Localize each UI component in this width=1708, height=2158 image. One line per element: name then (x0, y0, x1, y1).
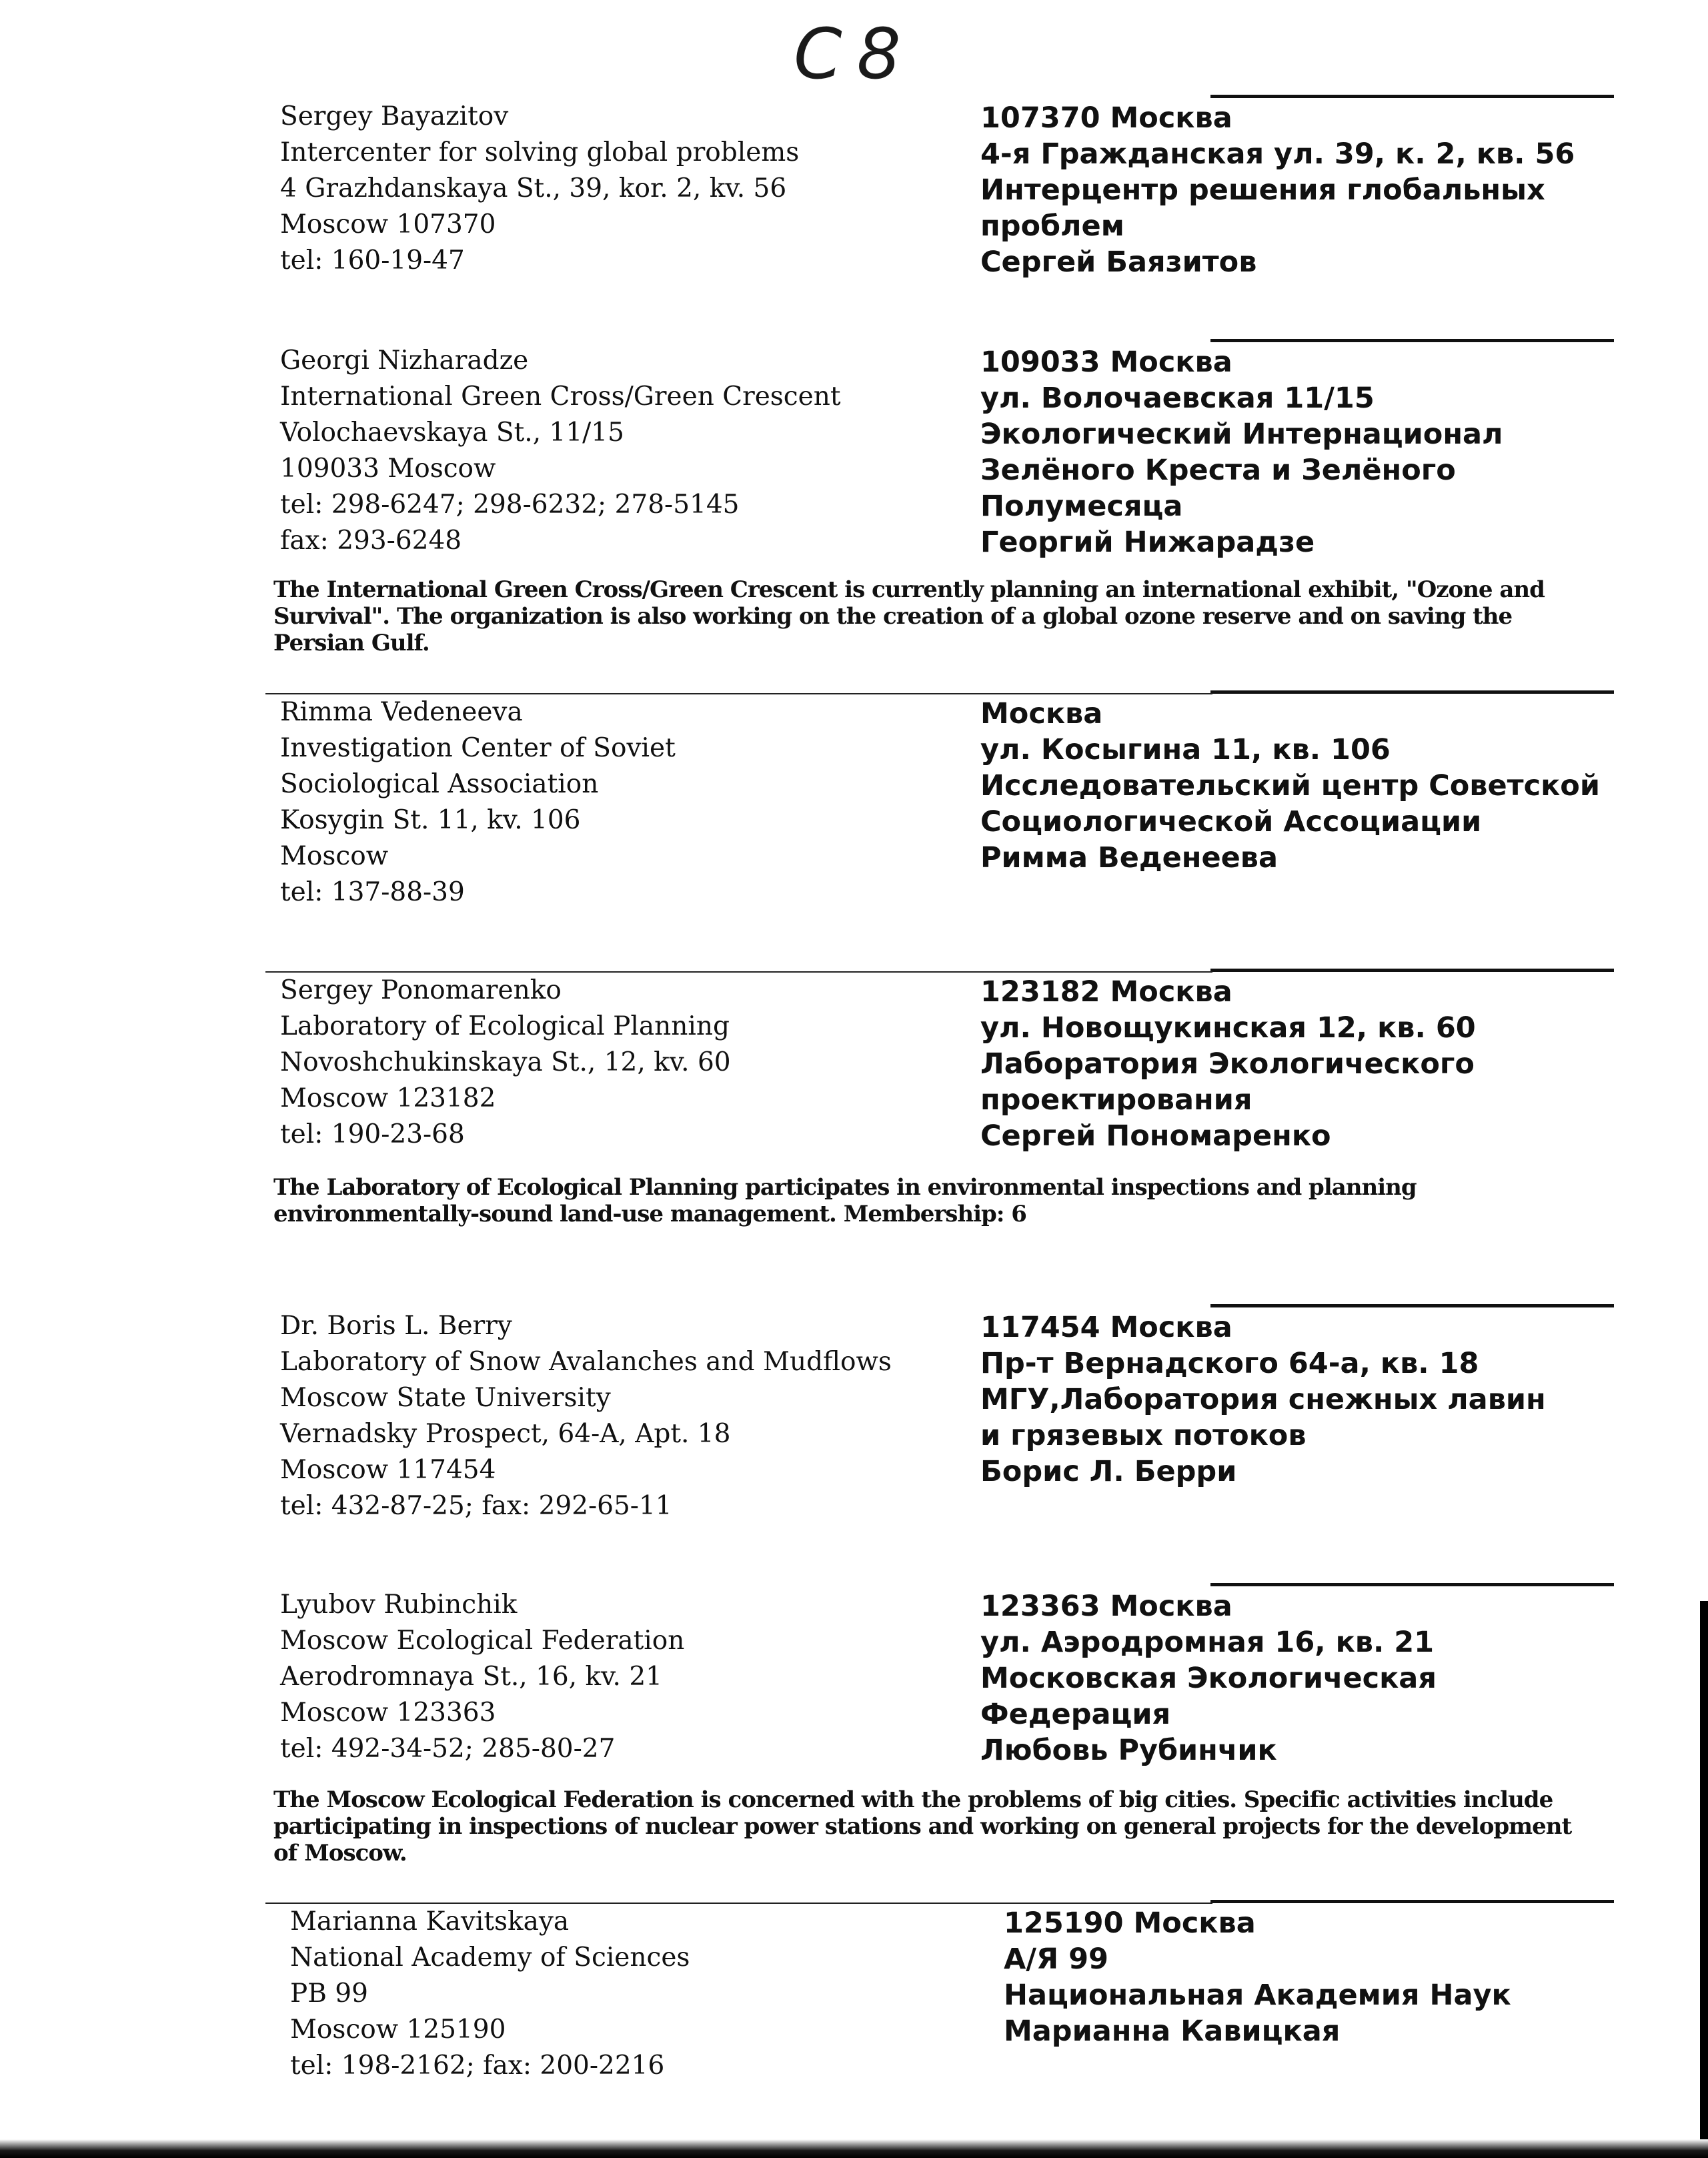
street-address: Vernadsky Prospect, 64-A, Apt. 18 (280, 1419, 731, 1449)
entry-russian-address (980, 344, 1621, 560)
organization: National Academy of Sciences (290, 1943, 690, 1973)
contact-name: Lyubov Rubinchik (280, 1590, 518, 1620)
organization-cont: проектирования (980, 1083, 1252, 1117)
city-postcode: Moscow 123182 (280, 1083, 496, 1113)
contact-name: Dr. Boris L. Berry (280, 1311, 512, 1341)
street-address: ул. Волочаевская 11/15 (980, 382, 1375, 415)
postcode-city: 123182 Москва (980, 975, 1232, 1009)
organization-cont: Федерация (980, 1698, 1171, 1731)
city-postcode: 109033 Moscow (280, 454, 496, 484)
city-postcode: Moscow 117454 (280, 1455, 496, 1485)
contact-name: Георгий Нижарадзе (980, 526, 1315, 559)
entry-divider (1210, 690, 1614, 694)
entry-divider (1210, 339, 1614, 342)
phone: tel: 160-19-47 (280, 245, 465, 276)
scan-edge-right (1700, 1601, 1708, 2158)
city-postcode: Moscow 125190 (290, 2015, 506, 2045)
organization-cont: и грязевых потоков (980, 1419, 1307, 1452)
contact-name: Борис Л. Берри (980, 1455, 1237, 1488)
street-address: Novoshchukinskaya St., 12, kv. 60 (280, 1047, 731, 1077)
entry-divider (1210, 1900, 1614, 1903)
organization-cont: Социологической Ассоциации (980, 805, 1482, 839)
entry-divider (1210, 969, 1614, 972)
city: Moscow (280, 841, 389, 871)
organization: Laboratory of Ecological Planning (280, 1011, 730, 1041)
contact-name: Сергей Баязитов (980, 245, 1257, 279)
phone: tel: 137-88-39 (280, 877, 465, 907)
fax: fax: 293-6248 (280, 526, 462, 556)
entry-divider (1210, 1583, 1614, 1586)
postcode-city: 109033 Москва (980, 346, 1232, 379)
street-address: Aerodromnaya St., 16, kv. 21 (280, 1662, 662, 1692)
organization: Национальная Академия Наук (1004, 1979, 1511, 2012)
contact-name: Римма Веденеева (980, 841, 1278, 875)
organization: Laboratory of Snow Avalanches and Mudflows (280, 1347, 892, 1377)
contact-name: Sergey Ponomarenko (280, 975, 562, 1005)
street-address: ул. Косыгина 11, кв. 106 (980, 733, 1391, 766)
contact-name: Сергей Пономаренко (980, 1119, 1331, 1153)
postcode-city: 123363 Москва (980, 1590, 1232, 1623)
scan-edge-bottom (0, 2139, 1708, 2158)
organization: Лаборатория Экологического (980, 1047, 1475, 1081)
organization-cont: Sociological Association (280, 769, 599, 799)
organization-cont: Зелёного Креста и Зелёного (980, 454, 1456, 487)
entry-russian-address (980, 696, 1621, 876)
phone: tel: 190-23-68 (280, 1119, 465, 1149)
city-postcode: Moscow 107370 (280, 209, 496, 239)
entry-divider (1210, 1304, 1614, 1307)
organization: Экологический Интернационал (980, 418, 1503, 451)
street-address: Volochaevskaya St., 11/15 (280, 418, 624, 448)
contact-name: Georgi Nizharadze (280, 346, 529, 376)
street-address: 4-я Гражданская ул. 39, к. 2, кв. 56 (980, 137, 1575, 171)
entry-description: The Laboratory of Ecological Planning participates in environmental inspections and planning environmentally-sound land-use management. Membership: 6 (273, 1174, 1417, 1227)
entry-russian-address (980, 1309, 1621, 1490)
phone-fax: tel: 432-87-25; fax: 292-65-11 (280, 1491, 672, 1521)
entry-russian-address (980, 100, 1621, 280)
phone: tel: 492-34-52; 285-80-27 (280, 1734, 616, 1764)
organization-cont: Moscow State University (280, 1383, 611, 1413)
po-box: А/Я 99 (1004, 1943, 1108, 1976)
organization: Московская Экологическая (980, 1662, 1437, 1695)
postcode-city: 125190 Москва (1004, 1907, 1256, 1940)
entry-description: The Moscow Ecological Federation is concerned with the problems of big cities. Specific activities include participating in inspections of nuclear power stations and working on general projects for the development of Moscow. (273, 1786, 1572, 1866)
street-address: ул. Аэродромная 16, кв. 21 (980, 1626, 1435, 1659)
po-box: PB 99 (290, 1979, 368, 2009)
entry-divider (1210, 95, 1614, 98)
city-postcode: Moscow 123363 (280, 1698, 496, 1728)
organization: Исследовательский центр Советской (980, 769, 1600, 802)
contact-name: Марианна Кавицкая (1004, 2015, 1341, 2048)
contact-name: Marianna Kavitskaya (290, 1907, 570, 1937)
street-address: Kosygin St. 11, kv. 106 (280, 805, 581, 835)
postcode-city: 117454 Москва (980, 1311, 1232, 1344)
organization: International Green Cross/Green Crescent (280, 382, 841, 412)
contact-name: Rimma Vedeneeva (280, 697, 523, 727)
entry-russian-address (980, 974, 1621, 1154)
postcode-city: 107370 Москва (980, 101, 1232, 135)
organization: Moscow Ecological Federation (280, 1626, 685, 1656)
organization: Intercenter for solving global problems (280, 137, 800, 167)
organization: Интерцентр решения глобальных (980, 173, 1545, 207)
organization: Investigation Center of Soviet (280, 733, 676, 763)
entry-russian-address (980, 1588, 1621, 1768)
contact-name: Любовь Рубинчик (980, 1734, 1277, 1767)
city: Москва (980, 697, 1103, 730)
contact-name: Sergey Bayazitov (280, 101, 509, 131)
organization-cont: Полумесяца (980, 490, 1183, 523)
phone: tel: 298-6247; 298-6232; 278-5145 (280, 490, 740, 520)
entry-description: The International Green Cross/Green Crescent is currently planning an international exhibit, "Ozone and Survival". The organization is also working on the creation of a global ozone reserve and on saving the Persian Gulf. (273, 576, 1545, 656)
street-address: ул. Новощукинская 12, кв. 60 (980, 1011, 1476, 1045)
entry-russian-address (1004, 1905, 1644, 2049)
street-address: 4 Grazhdanskaya St., 39, kor. 2, kv. 56 (280, 173, 787, 203)
organization: МГУ,Лаборатория снежных лавин (980, 1383, 1546, 1416)
organization-cont: проблем (980, 209, 1124, 243)
street-address: Пр-т Вернадского 64-а, кв. 18 (980, 1347, 1479, 1380)
page-code-handwritten: C8 (794, 13, 916, 95)
phone-fax: tel: 198-2162; fax: 200-2216 (290, 2051, 665, 2081)
